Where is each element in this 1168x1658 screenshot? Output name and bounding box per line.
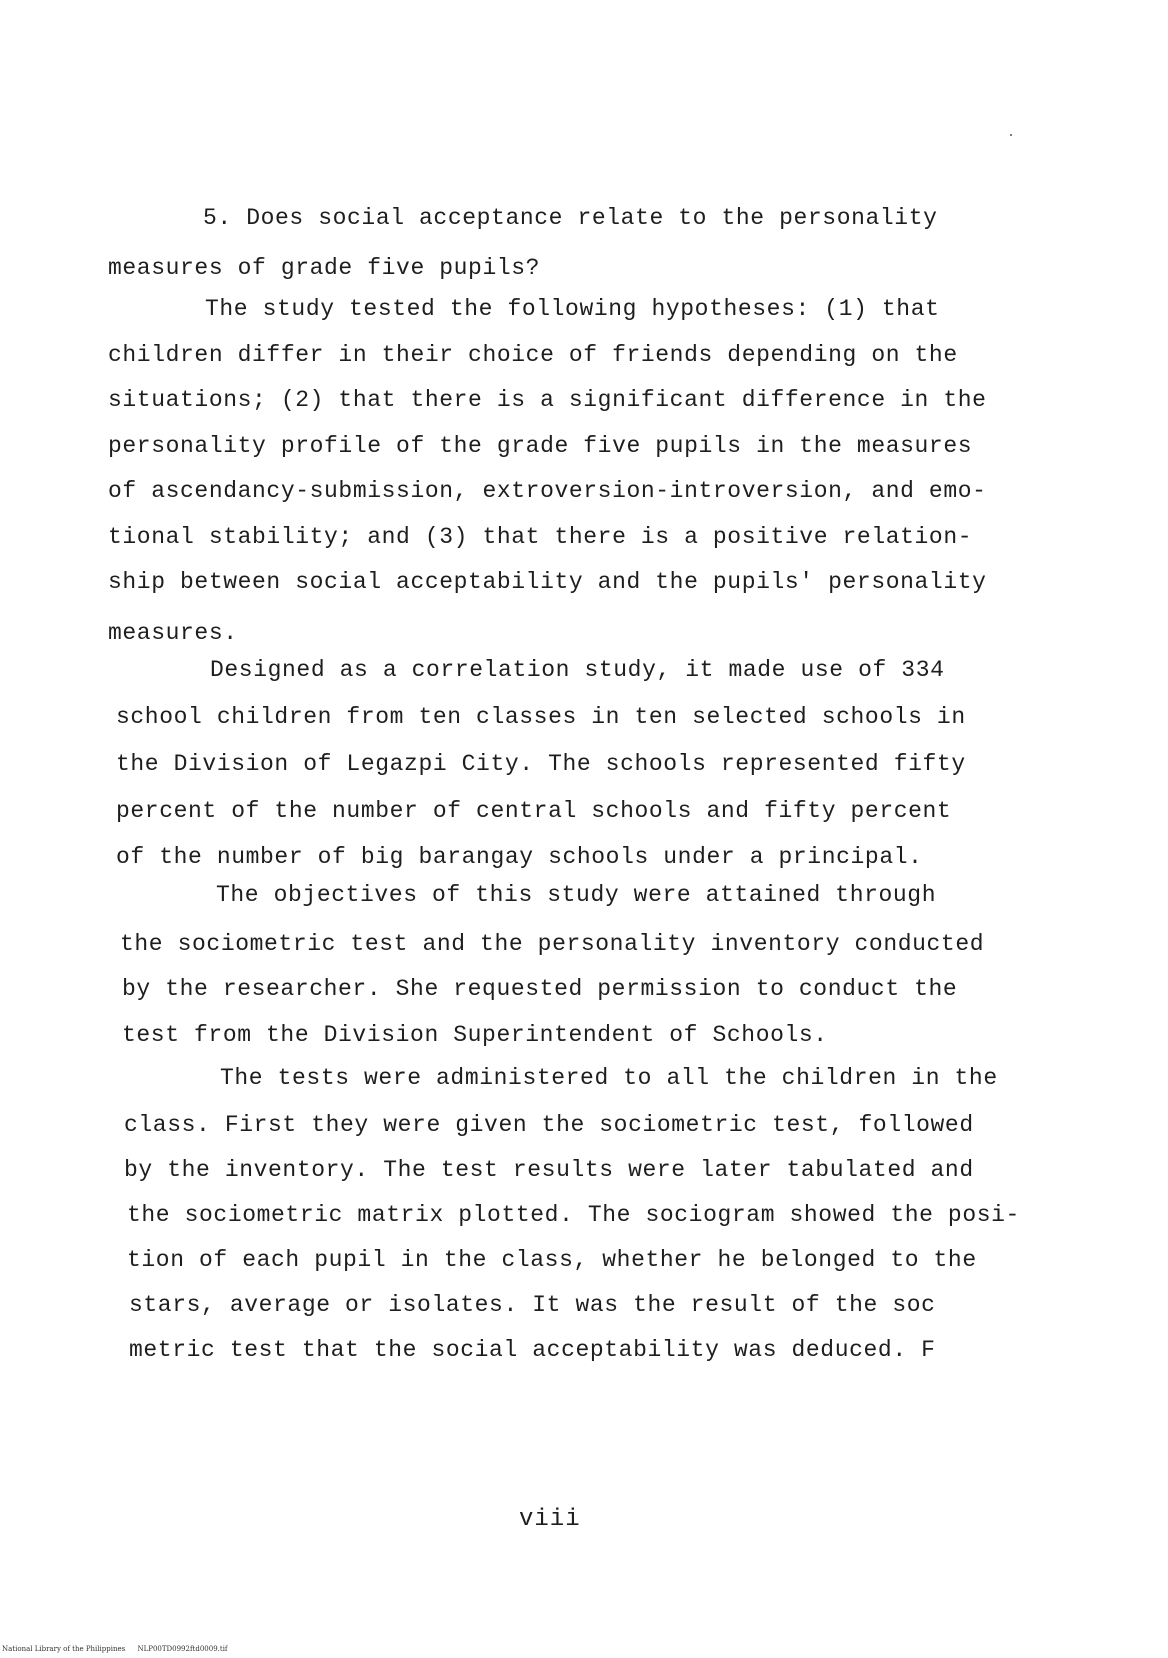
text-line: by the researcher. She requested permission to conduct the (122, 976, 958, 1002)
text-line: percent of the number of central schools and fifty percent (116, 798, 952, 824)
text-line: personality profile of the grade five pupils in the measures (108, 433, 973, 459)
scan-footer (2, 1645, 228, 1653)
text-line: the sociometric matrix plotted. The sociogram showed the posi- (127, 1202, 1020, 1228)
text-line: tion of each pupil in the class, whether he belonged to the (127, 1247, 977, 1273)
text-line: 5. Does social acceptance relate to the personality (203, 205, 938, 231)
text-line: the sociometric test and the personality inventory conducted (120, 931, 985, 957)
text-line: children differ in their choice of friends depending on the (108, 342, 958, 368)
page-number: viii (519, 1506, 581, 1533)
text-line: Designed as a correlation study, it made use of 334 (210, 657, 945, 683)
text-line: measures of grade five pupils? (108, 255, 541, 281)
text-line: test from the Division Superintendent of Schools. (122, 1022, 828, 1048)
scan-speck (1010, 134, 1012, 136)
text-line: tional stability; and (3) that there is a positive relation- (108, 524, 973, 550)
text-line: by the inventory. The test results were later tabulated and (124, 1157, 974, 1183)
text-line: the Division of Legazpi City. The schools represented fifty (116, 751, 966, 777)
text-line: class. First they were given the sociometric test, followed (124, 1112, 974, 1138)
text-line: The study tested the following hypotheses: (1) that (205, 296, 940, 322)
text-line: of the number of big barangay schools under a principal. (116, 844, 923, 870)
text-line: The objectives of this study were attained through (216, 882, 937, 908)
text-line: metric test that the social acceptability was deduced. F (129, 1337, 936, 1363)
text-line: stars, average or isolates. It was the result of the soc (129, 1292, 936, 1318)
text-line: situations; (2) that there is a significant difference in the (108, 387, 987, 413)
text-line: school children from ten classes in ten selected schools in (116, 704, 966, 730)
text-line: of ascendancy-submission, extroversion-introversion, and emo- (108, 478, 987, 504)
text-line: ship between social acceptability and the pupils' personality (108, 569, 987, 595)
text-line: measures. (108, 620, 238, 646)
text-line: The tests were administered to all the children in the (220, 1065, 998, 1091)
footer-library: National Library of the Philippines (2, 1645, 126, 1653)
footer-file: NLP00TD0992ftd0009.tif (137, 1645, 228, 1653)
